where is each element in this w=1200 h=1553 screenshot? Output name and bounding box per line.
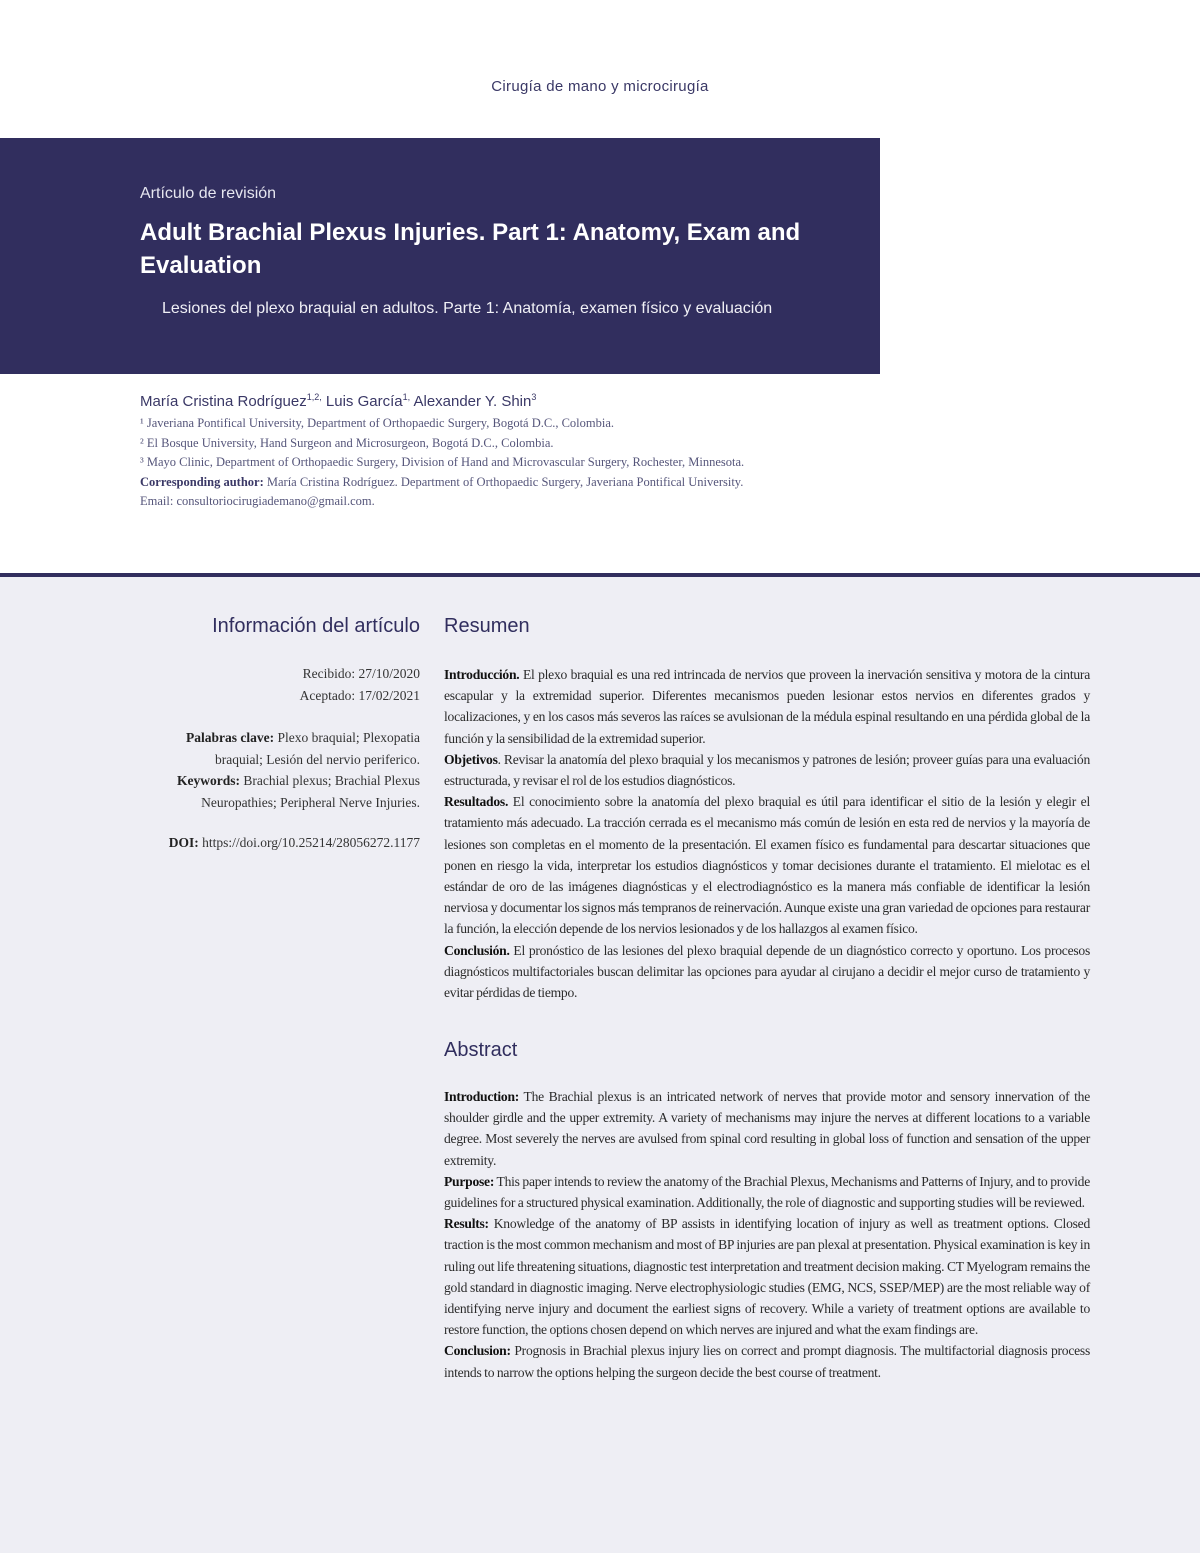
paragraph-text: Prognosis in Brachial plexus injury lies on correct and prompt diagnosis. The multifactorial diagnosis process intends to narrow the options helping the surgeon decide the best course of treatment. [444, 1343, 1090, 1380]
resumen-heading: Resumen [444, 615, 530, 637]
paragraph-label: Conclusión. [444, 942, 510, 958]
author-name: María Cristina Rodríguez [140, 393, 307, 410]
corresponding-author-label: Corresponding author: [140, 474, 264, 489]
author-name: Alexander Y. Shin [410, 393, 532, 410]
title-band [0, 138, 880, 374]
paragraph-label: Introduction: [444, 1089, 520, 1104]
abstract-body [444, 1086, 1090, 1383]
author-affiliation-mark: 1, [402, 392, 411, 402]
keywords-block [100, 727, 420, 813]
resumen-introduccion [444, 664, 1090, 749]
abstract-results [444, 1213, 1090, 1340]
paragraph-text: . Revisar la anatomía del plexo braquial y los mecanismos y patrones de lesión; proveer guías para una evaluación estructurada, y revisar el rol de los estudios diagnósticos. [444, 751, 1090, 789]
keywords-line [100, 770, 420, 792]
article-type: Artículo de revisión [140, 185, 277, 202]
paragraph-label: Resultados. [444, 794, 509, 810]
paragraph-text: El conocimiento sobre la anatomía del plexo braquial es útil para identificar el sitio de la lesión y elegir el tratamiento más adecuado. La tracción cerrada es el mecanismo más común de lesión en esta red de nervios y la mayoría de lesiones son completas en el momento de la presentación. El examen físico es fundamental para descartar situaciones que ponen en riesgo la vida, interpretar los estudios diagnósticos y tomar decisiones durante el tratamiento. El mielotac es el estándar de oro de las imágenes diagnósticas y el electrodiagnóstico es la manera más confiable de identificar la lesión nerviosa y documentar los signos más tempranos de reinervación. Aunque existe una gran variedad de opciones para restaurar la función, la elección depende de los nervios lesionados y de los hallazgos al examen físico. [444, 794, 1090, 937]
author-list [140, 392, 536, 410]
palabras-clave-text: Plexo braquial; Plexopatia [274, 730, 420, 745]
keywords-line: Neuropathies; Peripheral Nerve Injuries. [201, 794, 420, 810]
resumen-conclusion [444, 940, 1090, 1004]
affiliation-line: ¹ Javeriana Pontifical University, Department of Orthopaedic Surgery, Bogotá D.C., Colombia. [140, 416, 615, 430]
doi-block [100, 832, 420, 854]
paragraph-text: Knowledge of the anatomy of BP assists in identifying location of injury as well as treatment options. Closed traction is the most common mechanism and most of BP injuries are pan plexal at presentation. Physical examination is key in ruling out life threatening situations, diagnostic test interpretation and treatment decision making. CT Myelogram remains the gold standard in diagnostic imaging. Nerve electrophysiologic studies (EMG, NCS, SSEP/MEP) are the most reliable way of identifying nerve injury and document the earliest signs of recovery. While a variety of treatment options are available to restore function, the options chosen depend on which nerves are injured and what the exam findings are. [444, 1216, 1090, 1338]
article-title-spanish: Lesiones del plexo braquial en adultos. Parte 1: Anatomía, examen físico y evaluación [162, 300, 773, 317]
palabras-clave-line [100, 727, 420, 749]
paragraph-label: Results: [444, 1216, 489, 1232]
author-affiliation-mark: 1,2, [306, 392, 322, 402]
article-title-english: Adult Brachial Plexus Injuries. Part 1: Anatomy, Exam and Evaluation [140, 219, 801, 279]
abstract-heading: Abstract [444, 1039, 518, 1061]
paragraph-text: El pronóstico de las lesiones del plexo braquial depende de un diagnóstico correcto y oportuno. Los procesos diagnósticos multifactoriales buscan delimitar las opciones para ayudar al cirujano a decidir el mejor curso de tratamiento y evitar pérdidas de tiempo. [444, 942, 1090, 1001]
paragraph-label: Purpose: [444, 1173, 495, 1189]
received-date: Recibido: 27/10/2020 [302, 666, 420, 681]
keywords-text: Brachial plexus; Brachial Plexus [240, 773, 420, 788]
keywords-label: Keywords: [177, 773, 241, 788]
email-line: Email: consultoriocirugiademano@gmail.com. [140, 494, 375, 508]
author-affiliation-mark: 3 [531, 392, 537, 402]
abstract-conclusion [444, 1340, 1090, 1382]
paragraph-label: Introducción. [444, 667, 520, 682]
journal-header: Cirugía de mano y microcirugía [491, 78, 709, 95]
doi-link[interactable]: https://doi.org/10.25214/28056272.1177 [198, 835, 420, 850]
article-dates [100, 663, 420, 706]
accepted-date: Aceptado: 17/02/2021 [299, 687, 420, 703]
affiliation-line: ³ Mayo Clinic, Department of Orthopaedic Surgery, Division of Hand and Microvascular Surgery, Rochester, Minnesota. [140, 455, 745, 469]
article-info-heading: Información del artículo [212, 615, 420, 637]
paragraph-label: Objetivos [444, 751, 498, 767]
abstract-purpose [444, 1171, 1090, 1213]
abstract-introduction [444, 1086, 1090, 1171]
palabras-clave-label: Palabras clave: [186, 730, 275, 745]
resumen-objetivos [444, 749, 1090, 791]
affiliations [140, 414, 900, 512]
resumen-resultados [444, 791, 1090, 939]
palabras-clave-line: braquial; Lesión del nervio periferico. [214, 751, 420, 767]
corresponding-author-text: María Cristina Rodríguez. Department of Orthopaedic Surgery, Javeriana Pontifical University. [263, 474, 744, 489]
paragraph-text: The Brachial plexus is an intricated network of nerves that provide motor and sensory innervation of the shoulder girdle and the upper extremity. A variety of mechanisms may injure the nerves at different locations to a variable degree. Most severely the nerves are avulsed from spinal cord resulting in global loss of function and sensation of the upper extremity. [444, 1089, 1090, 1168]
paragraph-text: El plexo braquial es una red intrincada de nervios que proveen la inervación sensitiva y motora de la cintura escapular y la extremidad superior. Diferentes mecanismos pueden lesionar estos nervios en diferentes grados y localizaciones, y en los casos más severos las raíces se avulsionan de la médula espinal resultando en una pérdida global de la función y la sensibilidad de la extremidad superior. [444, 667, 1090, 746]
paragraph-text: This paper intends to review the anatomy of the Brachial Plexus, Mechanisms and Patterns of Injury, and to provide guidelines for a structured physical examination. Additionally, the role of diagnostic and supporting studies will be reviewed. [444, 1173, 1090, 1211]
resumen-body [444, 664, 1090, 1003]
author-name: Luis García [321, 393, 403, 410]
paragraph-label: Conclusion: [444, 1343, 511, 1359]
doi-label: DOI: [168, 835, 199, 850]
corresponding-author [140, 473, 900, 493]
affiliation-line: ² El Bosque University, Hand Surgeon and Microsurgeon, Bogotá D.C., Colombia. [140, 435, 554, 450]
